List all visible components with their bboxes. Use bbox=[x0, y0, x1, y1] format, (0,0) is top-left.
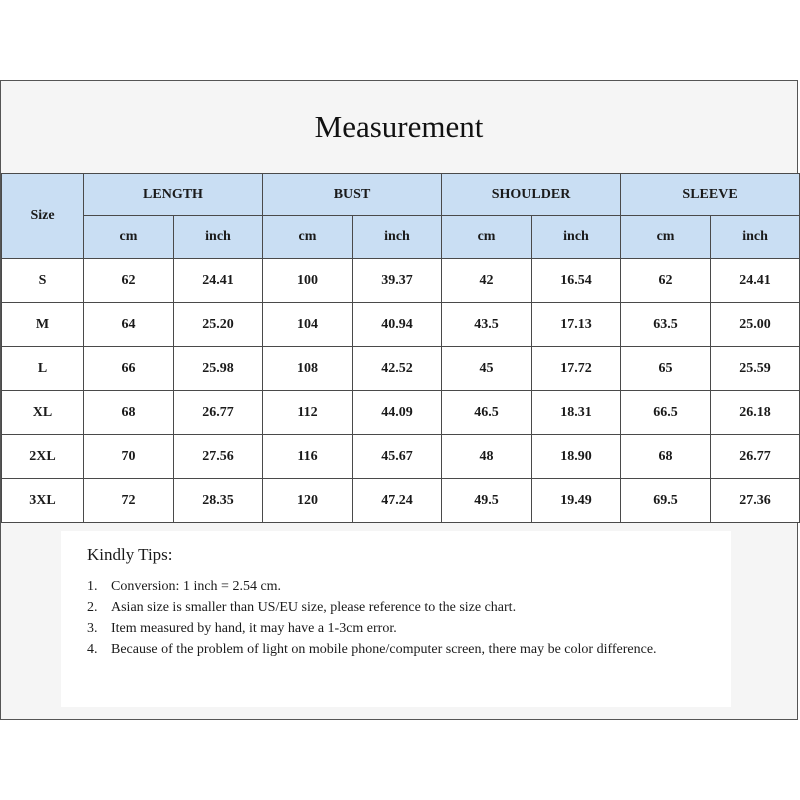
size-chart-table bbox=[1, 173, 800, 523]
measurement-cell: 27.56 bbox=[174, 435, 263, 479]
table-row bbox=[2, 479, 800, 523]
measurement-cell: 25.00 bbox=[711, 303, 800, 347]
size-column-header: Size bbox=[2, 174, 84, 259]
size-table-body bbox=[2, 259, 800, 523]
size-label-cell: 3XL bbox=[2, 479, 84, 523]
measurement-cell: 120 bbox=[263, 479, 353, 523]
measurement-cell: 48 bbox=[442, 435, 532, 479]
table-row bbox=[2, 435, 800, 479]
measurement-cell: 47.24 bbox=[353, 479, 442, 523]
tip-number: 3. bbox=[87, 621, 98, 636]
measurement-cell: 70 bbox=[84, 435, 174, 479]
unit-header-inch: inch bbox=[174, 216, 263, 259]
measurement-cell: 45 bbox=[442, 347, 532, 391]
measurement-cell: 43.5 bbox=[442, 303, 532, 347]
measurement-cell: 100 bbox=[263, 259, 353, 303]
group-header-row bbox=[2, 174, 800, 216]
measurement-cell: 49.5 bbox=[442, 479, 532, 523]
table-row bbox=[2, 303, 800, 347]
tip-text: Item measured by hand, it may have a 1-3cm error. bbox=[111, 621, 397, 636]
measurement-cell: 116 bbox=[263, 435, 353, 479]
measurement-cell: 63.5 bbox=[621, 303, 711, 347]
measurement-cell: 65 bbox=[621, 347, 711, 391]
unit-header-row bbox=[2, 216, 800, 259]
measurement-cell: 28.35 bbox=[174, 479, 263, 523]
tips-list bbox=[87, 577, 705, 660]
unit-header-cm: cm bbox=[84, 216, 174, 259]
size-label-cell: 2XL bbox=[2, 435, 84, 479]
tip-item bbox=[87, 619, 705, 639]
tip-number: 2. bbox=[87, 600, 98, 615]
table-row bbox=[2, 259, 800, 303]
size-label-cell: L bbox=[2, 347, 84, 391]
measurement-cell: 62 bbox=[621, 259, 711, 303]
kindly-tips-box bbox=[61, 531, 731, 707]
tip-text: Because of the problem of light on mobile phone/computer screen, there may be color difference. bbox=[111, 642, 657, 657]
measurement-cell: 42.52 bbox=[353, 347, 442, 391]
measurement-cell: 19.49 bbox=[532, 479, 621, 523]
measurement-cell: 25.20 bbox=[174, 303, 263, 347]
size-label-cell: M bbox=[2, 303, 84, 347]
tip-item bbox=[87, 598, 705, 618]
measurement-cell: 26.77 bbox=[711, 435, 800, 479]
measurement-cell: 25.98 bbox=[174, 347, 263, 391]
measurement-cell: 40.94 bbox=[353, 303, 442, 347]
measurement-cell: 24.41 bbox=[174, 259, 263, 303]
unit-header-cm: cm bbox=[263, 216, 353, 259]
measurement-cell: 39.37 bbox=[353, 259, 442, 303]
measurement-cell: 44.09 bbox=[353, 391, 442, 435]
measurement-cell: 68 bbox=[84, 391, 174, 435]
tip-number: 4. bbox=[87, 642, 98, 657]
tip-item bbox=[87, 640, 705, 660]
measurement-cell: 46.5 bbox=[442, 391, 532, 435]
measurement-cell: 104 bbox=[263, 303, 353, 347]
measurement-cell: 27.36 bbox=[711, 479, 800, 523]
measurement-cell: 16.54 bbox=[532, 259, 621, 303]
measurement-cell: 26.77 bbox=[174, 391, 263, 435]
table-row bbox=[2, 391, 800, 435]
measurement-cell: 42 bbox=[442, 259, 532, 303]
group-header-shoulder: SHOULDER bbox=[442, 174, 621, 216]
size-label-cell: S bbox=[2, 259, 84, 303]
measurement-cell: 18.31 bbox=[532, 391, 621, 435]
table-row bbox=[2, 347, 800, 391]
measurement-cell: 112 bbox=[263, 391, 353, 435]
unit-header-cm: cm bbox=[621, 216, 711, 259]
measurement-cell: 72 bbox=[84, 479, 174, 523]
group-header-sleeve: SLEEVE bbox=[621, 174, 800, 216]
unit-header-inch: inch bbox=[353, 216, 442, 259]
measurement-cell: 66 bbox=[84, 347, 174, 391]
tip-number: 1. bbox=[87, 579, 98, 594]
page-title: Measurement bbox=[314, 109, 484, 144]
measurement-cell: 24.41 bbox=[711, 259, 800, 303]
unit-header-inch: inch bbox=[532, 216, 621, 259]
size-label-cell: XL bbox=[2, 391, 84, 435]
measurement-sheet bbox=[0, 80, 798, 720]
measurement-cell: 68 bbox=[621, 435, 711, 479]
measurement-cell: 17.13 bbox=[532, 303, 621, 347]
measurement-cell: 45.67 bbox=[353, 435, 442, 479]
measurement-cell: 108 bbox=[263, 347, 353, 391]
measurement-cell: 26.18 bbox=[711, 391, 800, 435]
measurement-cell: 69.5 bbox=[621, 479, 711, 523]
tip-text: Asian size is smaller than US/EU size, please reference to the size chart. bbox=[111, 600, 517, 615]
tip-item bbox=[87, 577, 705, 597]
measurement-cell: 18.90 bbox=[532, 435, 621, 479]
unit-header-cm: cm bbox=[442, 216, 532, 259]
measurement-cell: 64 bbox=[84, 303, 174, 347]
tips-title: Kindly Tips: bbox=[87, 545, 173, 564]
measurement-cell: 62 bbox=[84, 259, 174, 303]
tip-text: Conversion: 1 inch = 2.54 cm. bbox=[111, 579, 282, 594]
measurement-cell: 17.72 bbox=[532, 347, 621, 391]
group-header-bust: BUST bbox=[263, 174, 442, 216]
measurement-cell: 66.5 bbox=[621, 391, 711, 435]
group-header-length: LENGTH bbox=[84, 174, 263, 216]
measurement-cell: 25.59 bbox=[711, 347, 800, 391]
unit-header-inch: inch bbox=[711, 216, 800, 259]
